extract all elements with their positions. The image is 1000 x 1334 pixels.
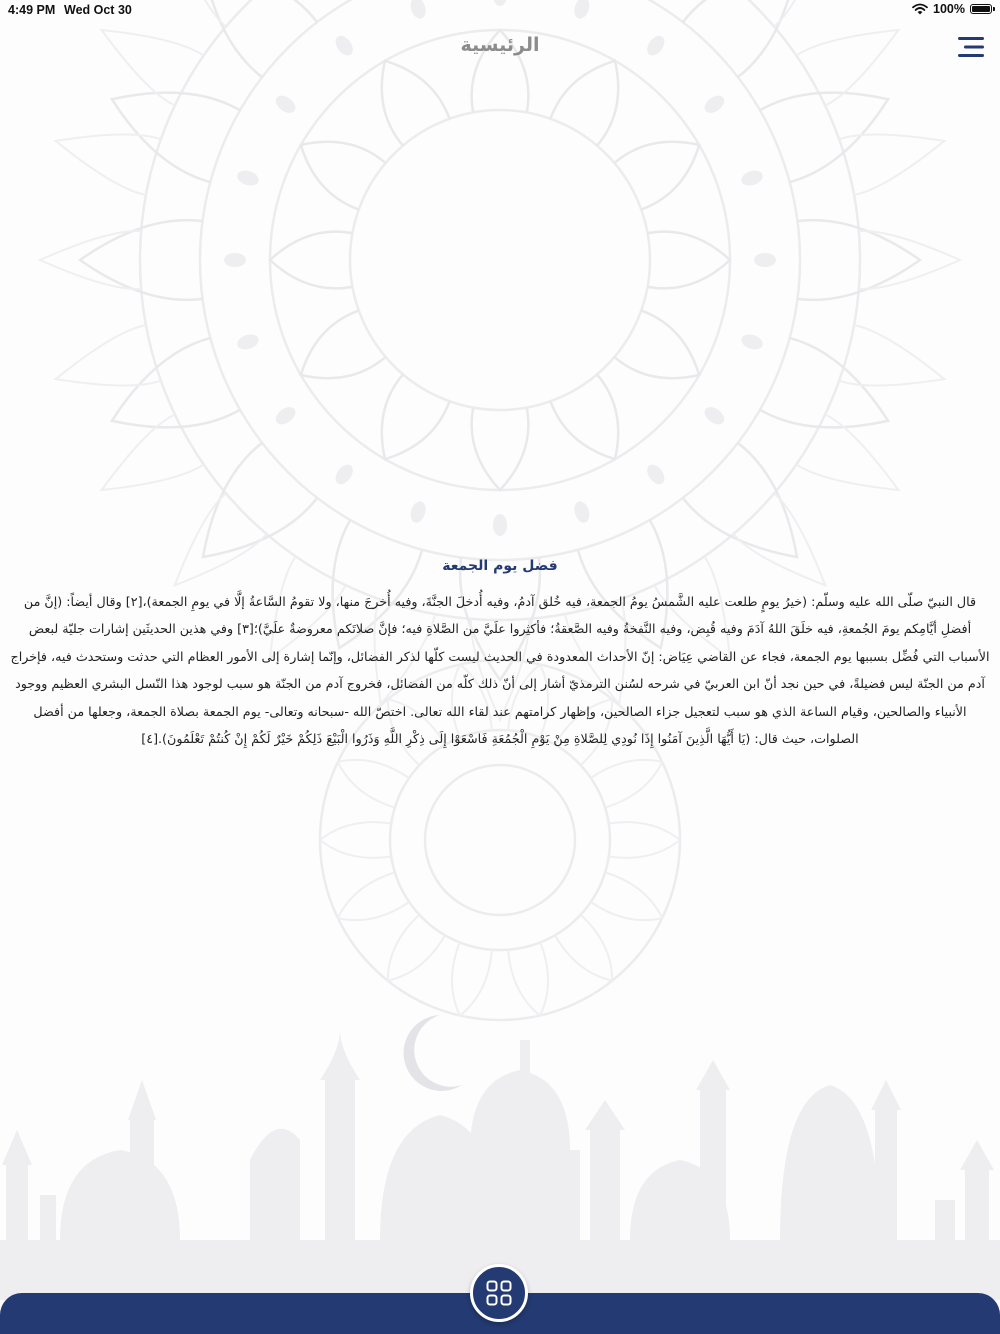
- status-date: Wed Oct 30: [64, 3, 132, 17]
- page-title: الرئيسية: [460, 34, 540, 56]
- menu-button[interactable]: [958, 35, 986, 59]
- status-time: 4:49 PM: [8, 3, 56, 17]
- article: [0, 558, 1000, 752]
- grid-icon: [486, 1280, 512, 1306]
- wifi-icon: [912, 3, 928, 15]
- article-body: [9, 588, 991, 752]
- status-bar: [0, 0, 1000, 22]
- hamburger-menu-icon: [958, 35, 986, 59]
- status-indicators: [912, 2, 992, 16]
- home-grid-button[interactable]: [470, 1264, 528, 1322]
- article-paragraph: قال النبيّ صلّى الله عليه وسلّم: (خيرُ يومٍ طلعت عليه الشَّمسُ يومُ الجمعة، فيه خُلق آدمُ، وفيه أُدخلَ الجنَّةَ، وفيه أُخرجَ منها، ولا تقومُ السَّاعةُ إلَّا في يومِ الجمعة)،[٢] وقال أيضاً: (إنَّ من أفضلِ أيَّامِكم يومَ الجُمعةِ، فيه خلَقَ اللهُ آدَمَ وفيه قُبِض، وفيه النَّفخةُ وفيه الصَّعقةُ؛ فأكثِروا علَيَّ من الصَّلاةِ فيه؛ فإنَّ صلاتَكم معروضةٌ علَيَّ)؛[٣] وفي هذين الحديثَين إشارات جليّة لبعض الأسباب التي فُضِّل بسببها يوم الجمعة، فجاء عن القاضي عِيَاض: إنّ الأحداث المعدودة في الحديث ليست كلّها لذكر الفضائل، وإنّما إشارة إلى الأمور العظام التي حدثت وستحدث فيه، فإخراج آدم من الجنّة ليس فضيلةً، في حين نجد أنّ ابن العربيّ في شرحه لسُنن الترمذيّ أشار إلى أنّ ذلك كلّه من الفضائل، فخروج آدم من الجنّة هو سبب لوجود هذا النّسل البشري العظيم ووجود الأنبياء والصالحين، وقيام الساعة الذي هو سبب لتعجيل جزاء الصالحين، وإظهار كرامتهم عند لقاء الله تعالى. اختصّ الله -سبحانه وتعالى- يوم الجمعة بصلاة الجمعة، وجعلها من أفضل الصلوات، حيث قال: (يَا أَيُّهَا الَّذِينَ آمَنُوا إِذَا نُودِي لِلصَّلاةِ مِنْ يَوْمِ الْجُمُعَةِ فَاسْعَوْا إِلَى ذِكْرِ اللَّهِ وَذَرُوا الْبَيْعَ ذَلِكُمْ خَيْرٌ لَكُمْ إِنْ كُنتُمْ تَعْلَمُونَ).[٤]: [10, 594, 990, 747]
- battery-percentage: 100%: [933, 2, 965, 16]
- battery-icon: [970, 4, 992, 14]
- article-title: فضل يوم الجمعة: [442, 558, 558, 574]
